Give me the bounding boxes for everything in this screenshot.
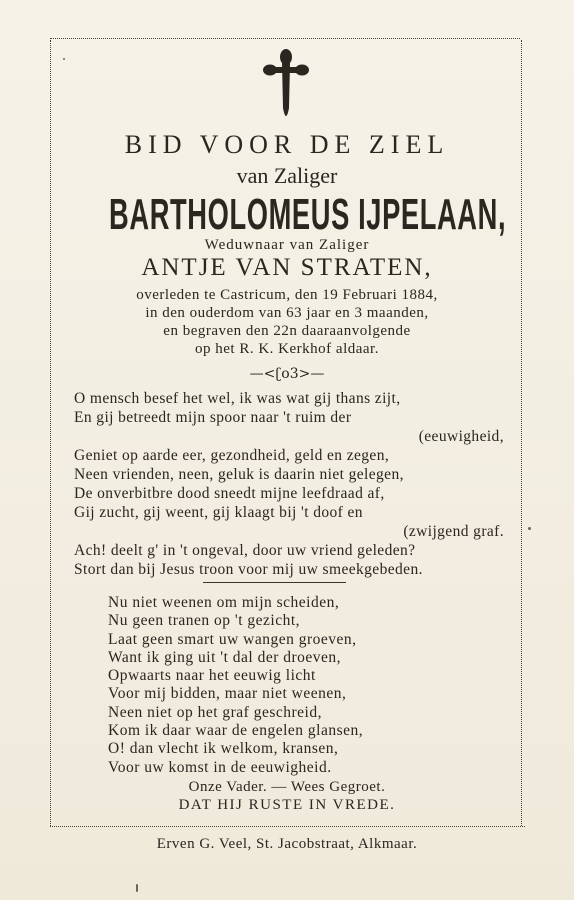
middle-border (50, 826, 525, 827)
poem-line: Voor mij bidden, maar niet weenen, (108, 685, 347, 703)
cross-icon (262, 48, 310, 124)
poem-second (108, 594, 363, 777)
poem-line: (zwijgend graf. (403, 523, 504, 540)
closing-prayer: Onze Vader. — Wees Gegroet. (188, 779, 386, 795)
poem-line: (eeuwigheid, (418, 428, 504, 445)
poem-line: Nu niet weenen om mijn scheiden, (108, 594, 340, 611)
poem-first (74, 389, 504, 579)
top-border (50, 38, 520, 39)
poem-line: Neen niet op het graf geschreid, (108, 703, 322, 721)
poem-line: Kom ik daar waar de engelen glansen, (108, 722, 364, 740)
poem-line: Laat geen smart uw wangen groeven, (108, 630, 357, 648)
detail-line: overleden te Castricum, den 19 Februari 1884, (136, 287, 438, 303)
spouse-name: ANTJE VAN STRATEN, (141, 254, 433, 281)
detail-line: op het R. K. Kerkhof aldaar. (195, 341, 379, 357)
heading-van-zaliger: van Zaliger (236, 163, 338, 188)
detail-line: in den ouderdom van 63 jaar en 3 maanden, (145, 305, 429, 321)
poem-line: Voor uw komst in de eeuwigheid. (108, 758, 332, 776)
widower-line: Weduwnaar van Zaliger (204, 237, 370, 253)
poem-line: Want ik ging uit 't dal der droeven, (108, 648, 342, 666)
printer-line: Erven G. Veel, St. Jacobstraat, Alkmaar. (156, 836, 418, 852)
ornament-divider: —<ʗo3>— (249, 366, 325, 382)
poem-line: Gij zucht, gij weent, gij klaagt bij 't doof en (74, 504, 363, 521)
heading-bid: BID VOOR DE ZIEL (124, 130, 450, 159)
separator-rule (203, 582, 346, 583)
poem-line: Stort dan bij Jesus troon voor mij uw smeekgebeden. (74, 561, 423, 578)
paper-speck (528, 527, 531, 530)
paper-speck (136, 884, 138, 892)
poem-line: O mensch besef het wel, ik was wat gij thans zijt, (74, 390, 401, 407)
poem-line: Opwaarts naar het eeuwig licht (108, 667, 316, 685)
poem-line: Nu geen tranen op 't gezicht, (108, 612, 301, 630)
poem-line: Geniet op aarde eer, gezondheid, geld en zegen, (74, 447, 390, 464)
poem-line: Neen vrienden, neen, geluk is daarin niet gelegen, (74, 466, 404, 483)
paper-speck (63, 58, 65, 60)
deceased-name: BARTHOLOMEUS IJPELAAN, (109, 190, 507, 239)
closing-rest: DAT HIJ RUSTE IN VREDE. (178, 797, 396, 813)
detail-line: en begraven den 22n daaraanvolgende (163, 323, 411, 339)
poem-line: En gij betreedt mijn spoor naar 't ruim der (74, 409, 352, 426)
poem-line: Ach! deelt g' in 't ongeval, door uw vriend geleden? (74, 542, 416, 559)
poem-line: O! dan vlecht ik welkom, kransen, (108, 740, 339, 758)
poem-line: De onverbitbre dood sneedt mijne leefdraad af, (74, 485, 385, 502)
